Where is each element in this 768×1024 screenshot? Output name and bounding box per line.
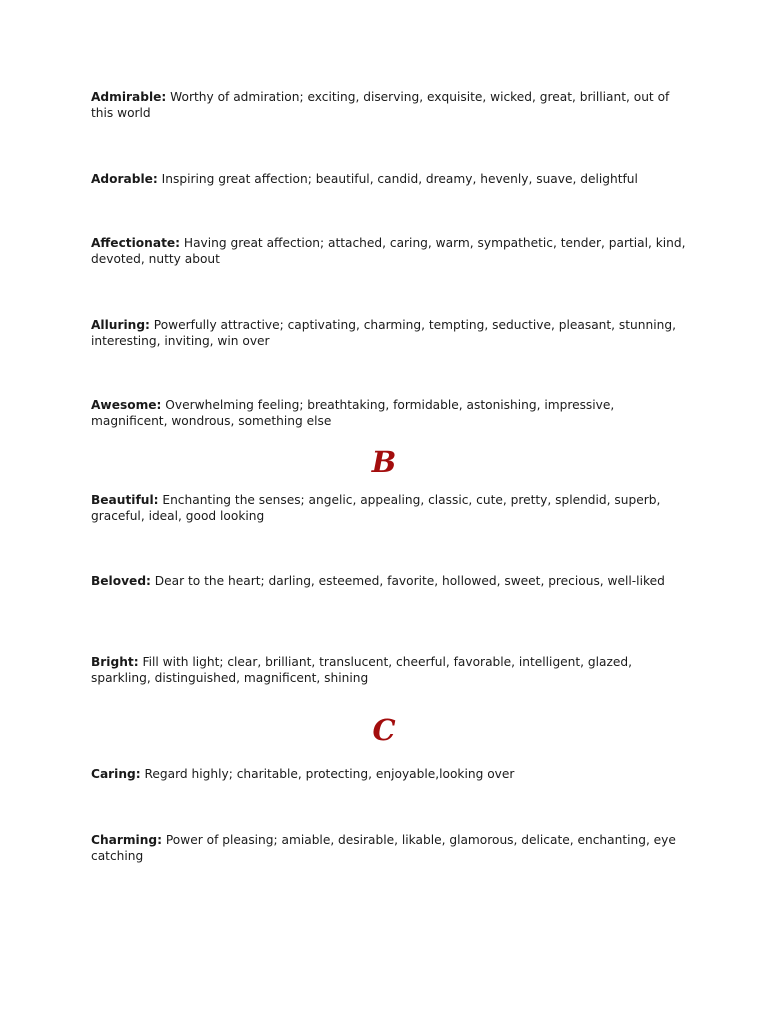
entry-charming (91, 833, 691, 864)
entry-beautiful (91, 493, 691, 524)
entry-definition: Power of pleasing; amiable, desirable, likable, glamorous, delicate, enchanting, eye catching (91, 833, 676, 863)
entry-caring (91, 767, 691, 783)
entry-affectionate (91, 236, 691, 267)
entry-term: Caring: (91, 767, 141, 781)
entry-term: Charming: (91, 833, 163, 847)
entry-awesome (91, 398, 691, 429)
entry-term: Affectionate: (91, 236, 181, 250)
entry-alluring (91, 318, 691, 349)
entry-term: Adorable: (91, 172, 158, 186)
entry-term: Awesome: (91, 398, 162, 412)
entry-term: Alluring: (91, 318, 150, 332)
entry-definition: Fill with light; clear, brilliant, translucent, cheerful, favorable, intelligent, glazed, sparkling, distinguished, magnificent, shining (91, 655, 633, 685)
entry-term: Admirable: (91, 90, 167, 104)
entry-adorable (91, 172, 691, 188)
entry-bright (91, 655, 691, 686)
entry-definition: Enchanting the senses; angelic, appealing, classic, cute, pretty, splendid, superb, graceful, ideal, good looking (91, 493, 661, 523)
entry-term: Bright: (91, 655, 139, 669)
entry-definition: Inspiring great affection; beautiful, candid, dreamy, hevenly, suave, delightful (157, 172, 638, 186)
entry-definition: Dear to the heart; darling, esteemed, favorite, hollowed, sweet, precious, well-liked (150, 574, 665, 588)
entry-term: Beautiful: (91, 493, 159, 507)
entry-definition: Overwhelming feeling; breathtaking, formidable, astonishing, impressive, magnificent, wondrous, something else (91, 398, 615, 428)
section-letter-c: C (372, 713, 396, 747)
entry-beloved (91, 574, 691, 590)
entry-definition: Powerfully attractive; captivating, charming, tempting, seductive, pleasant, stunning, interesting, inviting, win over (91, 318, 676, 348)
entry-term: Beloved: (91, 574, 151, 588)
entry-definition: Having great affection; attached, caring, warm, sympathetic, tender, partial, kind, devoted, nutty about (91, 236, 686, 266)
entry-definition: Regard highly; charitable, protecting, enjoyable,looking over (140, 767, 515, 781)
section-letter-b: B (371, 445, 397, 479)
entry-definition: Worthy of admiration; exciting, diserving, exquisite, wicked, great, brilliant, out of this world (91, 90, 670, 120)
entry-admirable (91, 90, 691, 121)
